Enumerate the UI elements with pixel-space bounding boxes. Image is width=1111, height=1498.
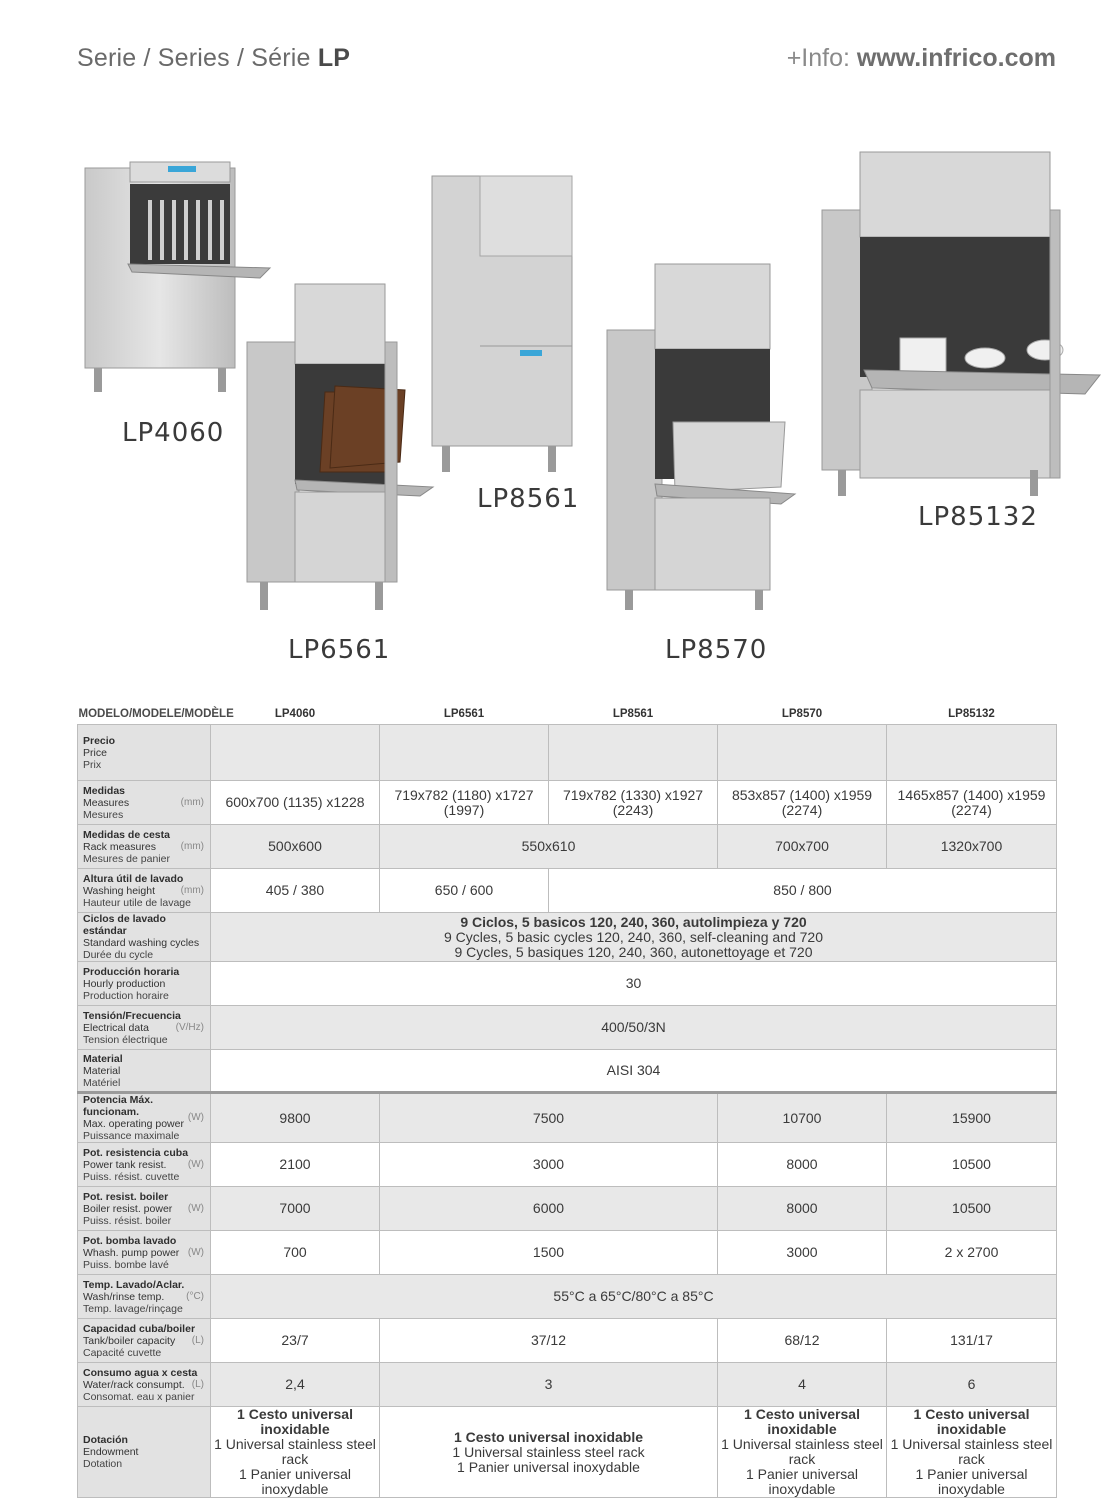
row-measures — [78, 781, 1057, 825]
table-cell: 1 Cesto universal inoxidable 1 Universal stainless steel rack 1 Panier universal inoxydable — [380, 1407, 718, 1498]
table-cell: 1 Cesto universal inoxidable 1 Universal stainless steel rack 1 Panier universal inoxydable — [887, 1407, 1057, 1498]
table-cell: 650 / 600 — [380, 869, 549, 913]
row-label: Temp. Lavado/Aclar. Wash/rinse temp. Temp. lavage/rinçage (°C) — [78, 1275, 211, 1319]
col-header-lp8570: LP8570 — [781, 707, 823, 720]
table-cell: 131/17 — [887, 1319, 1057, 1363]
table-cell: 1465x857 (1400) x1959 (2274) — [887, 781, 1057, 825]
table-cell: 10500 — [887, 1143, 1057, 1187]
table-cell: 700 — [211, 1231, 380, 1275]
table-cell: 853x857 (1400) x1959 (2274) — [718, 781, 887, 825]
row-rack-measures — [78, 825, 1057, 869]
row-water-consumption — [78, 1363, 1057, 1407]
table-cell — [887, 725, 1057, 781]
row-pump-power — [78, 1231, 1057, 1275]
info-url[interactable]: www.infrico.com — [856, 44, 1056, 72]
table-cell: 10500 — [887, 1187, 1057, 1231]
info-link[interactable] — [787, 44, 1056, 73]
row-electrical — [78, 1006, 1057, 1050]
table-cell: 8000 — [718, 1143, 887, 1187]
table-cell: 15900 — [887, 1093, 1057, 1143]
table-cell: 600x700 (1135) x1228 — [211, 781, 380, 825]
table-cell: 8000 — [718, 1187, 887, 1231]
row-label: Dotación Endowment Dotation — [78, 1407, 211, 1498]
row-label: Capacidad cuba/boiler Tank/boiler capacity Capacité cuvette (L) — [78, 1319, 211, 1363]
table-cell: 850 / 800 — [549, 869, 1057, 913]
cycles-en: 9 Cycles, 5 basic cycles 120, 240, 360, self-cleaning and 720 — [443, 928, 823, 945]
table-cell: 719x782 (1180) x1727 (1997) — [380, 781, 549, 825]
table-cell: 6 — [887, 1363, 1057, 1407]
table-cell: 3000 — [380, 1143, 718, 1187]
table-cell: AISI 304 — [211, 1050, 1057, 1093]
table-cell: 7000 — [211, 1187, 380, 1231]
table-cell: 719x782 (1330) x1927 (2243) — [549, 781, 718, 825]
row-boiler-resist — [78, 1187, 1057, 1231]
lp85132-image — [820, 150, 1102, 500]
table-cell: 2,4 — [211, 1363, 380, 1407]
row-endowment — [78, 1407, 1057, 1498]
table-cell: 700x700 — [718, 825, 887, 869]
row-label: Tensión/Frecuencia Electrical data Tension électrique (V/Hz) — [78, 1006, 211, 1050]
model-label-lp4060: LP4060 — [122, 418, 225, 448]
row-label: Precio Price Prix — [78, 725, 211, 781]
row-label: Altura útil de lavado Washing height Hauteur utile de lavage (mm) — [78, 869, 211, 913]
table-cell: 37/12 — [380, 1319, 718, 1363]
row-label: Pot. resistencia cuba Power tank resist. Puiss. résist. cuvette (W) — [78, 1143, 211, 1187]
col-header-lp8561: LP8561 — [612, 707, 654, 720]
model-label-lp6561: LP6561 — [288, 635, 391, 665]
spec-table — [77, 704, 1057, 1498]
row-cycles — [78, 913, 1057, 962]
info-prefix: +Info: — [786, 44, 850, 72]
series-name: LP — [317, 44, 351, 72]
table-cell — [718, 725, 887, 781]
table-cell: 23/7 — [211, 1319, 380, 1363]
table-cell: 6000 — [380, 1187, 718, 1231]
row-tank-resist — [78, 1143, 1057, 1187]
series-title — [77, 44, 350, 73]
row-label: Medidas Measures Mesures (mm) — [78, 781, 211, 825]
model-label-lp8561: LP8561 — [477, 484, 580, 514]
table-cell: 500x600 — [211, 825, 380, 869]
table-cell — [211, 725, 380, 781]
row-label: Medidas de cesta Rack measures Mesures de panier (mm) — [78, 825, 211, 869]
table-cell: 550x610 — [380, 825, 718, 869]
table-cell: 10700 — [718, 1093, 887, 1143]
table-cell: 30 — [211, 962, 1057, 1006]
table-cell: 1 Cesto universal inoxidable 1 Universal stainless steel rack 1 Panier universal inoxydable — [718, 1407, 887, 1498]
cycles-fr: 9 Cycles, 5 basiques 120, 240, 360, autonettoyage et 720 — [454, 943, 813, 960]
row-material — [78, 1050, 1057, 1093]
table-cell: 3000 — [718, 1231, 887, 1275]
row-temperature — [78, 1275, 1057, 1319]
lp8561-image — [430, 174, 580, 474]
series-prefix: Serie / Series / Série — [77, 44, 311, 72]
lp6561-image — [245, 282, 435, 612]
table-cell — [549, 725, 718, 781]
row-washing-height — [78, 869, 1057, 913]
col-header-model: MODELO/MODELE/MODÈLE — [78, 707, 234, 720]
row-label: Ciclos de lavado estándar Standard washing cycles Durée du cycle — [78, 913, 211, 962]
row-label: Pot. bomba lavado Whash. pump power Puiss. bombe lavé (W) — [78, 1231, 211, 1275]
table-cell: 1 Cesto universal inoxidable 1 Universal stainless steel rack 1 Panier universal inoxydable — [211, 1407, 380, 1498]
row-label: Pot. resist. boiler Boiler resist. power Puiss. résist. boiler (W) — [78, 1187, 211, 1231]
table-cell: 68/12 — [718, 1319, 887, 1363]
col-header-lp4060: LP4060 — [274, 707, 316, 720]
table-cell: 7500 — [380, 1093, 718, 1143]
table-cell: 55°C a 65°C/80°C a 85°C — [211, 1275, 1057, 1319]
table-cell: 9800 — [211, 1093, 380, 1143]
model-label-lp8570: LP8570 — [665, 635, 768, 665]
table-cell: 2 x 2700 — [887, 1231, 1057, 1275]
row-label: Potencia Máx. funcionam. Max. operating power Puissance maximale (W) — [78, 1093, 211, 1143]
model-label-lp85132: LP85132 — [918, 502, 1038, 532]
table-cell: 405 / 380 — [211, 869, 380, 913]
table-cell: 2100 — [211, 1143, 380, 1187]
row-price — [78, 725, 1057, 781]
table-cell: 1500 — [380, 1231, 718, 1275]
table-cell — [211, 913, 1057, 962]
lp8570-image — [605, 262, 795, 612]
col-header-lp6561: LP6561 — [443, 707, 485, 720]
cycles-es: 9 Ciclos, 5 basicos 120, 240, 360, autolimpieza y 720 — [460, 913, 807, 930]
col-header-lp85132: LP85132 — [948, 707, 995, 720]
table-cell: 3 — [380, 1363, 718, 1407]
row-power — [78, 1093, 1057, 1143]
row-label: Consumo agua x cesta Water/rack consumpt. Consomat. eau x panier (L) — [78, 1363, 211, 1407]
table-cell: 400/50/3N — [211, 1006, 1057, 1050]
row-label: Producción horaria Hourly production Production horaire — [78, 962, 211, 1006]
table-cell — [380, 725, 549, 781]
row-production — [78, 962, 1057, 1006]
table-cell: 1320x700 — [887, 825, 1057, 869]
table-cell: 4 — [718, 1363, 887, 1407]
row-label: Material Material Matériel — [78, 1050, 211, 1093]
row-capacity — [78, 1319, 1057, 1363]
